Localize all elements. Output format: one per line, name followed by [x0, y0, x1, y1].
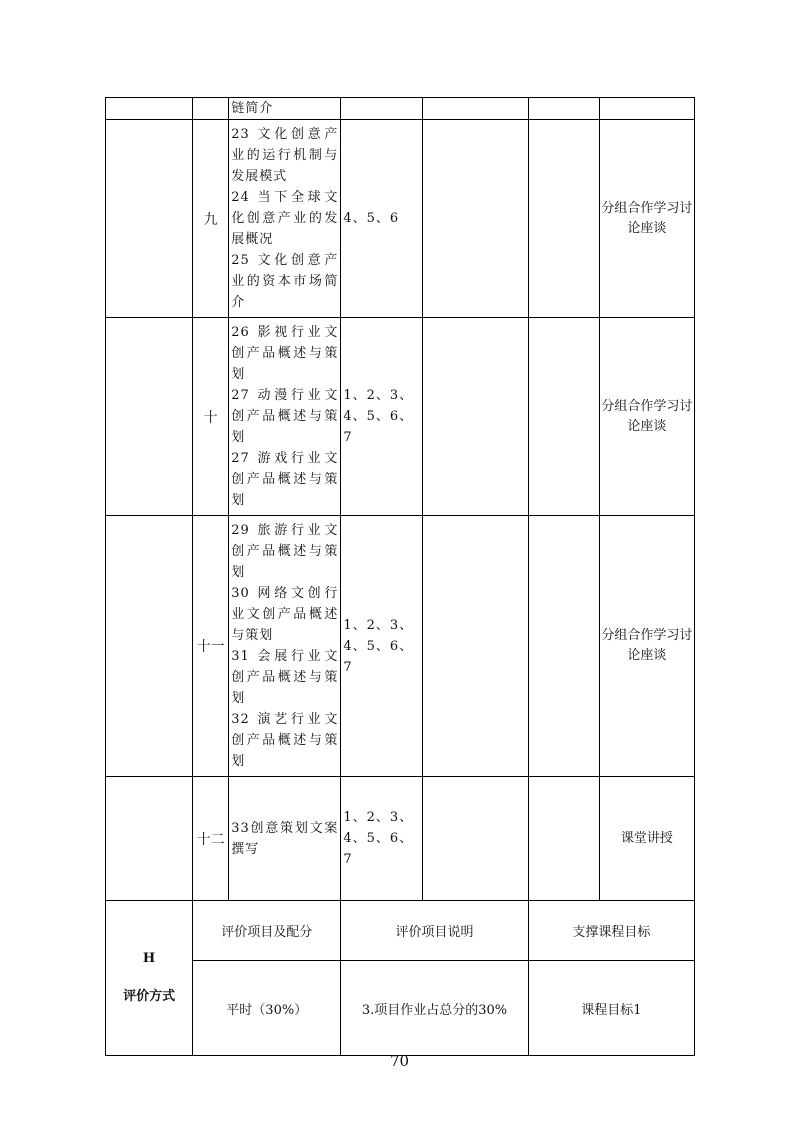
method-cell: 课堂讲授 [599, 777, 694, 901]
topic-cell [229, 318, 341, 516]
goals-cell: 1、2、3、4、5、6、7 [341, 777, 422, 901]
method-cell [599, 98, 694, 120]
goals-cell: 1、2、3、4、5、6、7 [341, 318, 422, 516]
topic-line: 23 文化创意产业的运行机制与发展模式 [231, 127, 339, 184]
evaluation-section-title: 评价方式 [123, 989, 176, 1004]
evaluation-header-row [106, 901, 695, 961]
topic-line: 25 文化创意产业的资本市场简介 [231, 253, 339, 310]
goals-cell: 4、5、6 [341, 120, 422, 318]
topic-line: 24 当下全球文化创意产业的发展概况 [231, 190, 339, 247]
topic-line: 30 网络文创行业文创产品概述与策划 [231, 586, 339, 643]
method-cell: 分组合作学习讨论座谈 [599, 120, 694, 318]
blank-cell [422, 98, 528, 120]
blank-cell [106, 98, 193, 120]
topic-line: 31 会展行业文创产品概述与策划 [231, 649, 339, 706]
week-cell [193, 98, 229, 120]
week-cell: 十 [193, 318, 229, 516]
evaluation-description: 3.项目作业占总分的30% [341, 961, 528, 1056]
table-row [106, 120, 695, 318]
blank-cell [106, 120, 193, 318]
blank-cell [106, 516, 193, 777]
table-row [106, 516, 695, 777]
blank-cell [528, 120, 599, 318]
topic-cell [229, 98, 341, 120]
week-cell: 九 [193, 120, 229, 318]
goals-cell [341, 98, 422, 120]
blank-cell [422, 318, 528, 516]
topic-cell [229, 777, 341, 901]
blank-cell [528, 318, 599, 516]
evaluation-header-description: 评价项目说明 [341, 901, 528, 961]
blank-cell [422, 777, 528, 901]
blank-cell [106, 777, 193, 901]
goals-cell: 1、2、3、4、5、6、7 [341, 516, 422, 777]
evaluation-item: 平时（30%） [193, 961, 341, 1056]
method-cell: 分组合作学习讨论座谈 [599, 516, 694, 777]
evaluation-section-label [106, 901, 193, 1056]
week-cell: 十一 [193, 516, 229, 777]
topic-line: 29 旅游行业文创产品概述与策划 [231, 523, 339, 580]
blank-cell [528, 777, 599, 901]
topic-line: 27 动漫行业文创产品概述与策划 [231, 388, 339, 445]
evaluation-data-row [106, 961, 695, 1056]
topic-cell [229, 120, 341, 318]
topic-cell [229, 516, 341, 777]
evaluation-section-letter: H [142, 951, 156, 966]
page-number: 70 [389, 1052, 410, 1070]
topic-line: 32 演艺行业文创产品概述与策划 [231, 712, 339, 769]
evaluation-target: 课程目标1 [528, 961, 694, 1056]
topic-line: 33创意策划文案撰写 [231, 820, 339, 857]
method-cell: 分组合作学习讨论座谈 [599, 318, 694, 516]
blank-cell [106, 318, 193, 516]
table-row [106, 318, 695, 516]
course-schedule-table [105, 97, 695, 1056]
week-cell: 十二 [193, 777, 229, 901]
topic-line: 26 影视行业文创产品概述与策划 [231, 325, 339, 382]
evaluation-header-target: 支撑课程目标 [528, 901, 694, 961]
blank-cell [528, 516, 599, 777]
evaluation-header-item: 评价项目及配分 [193, 901, 341, 961]
topic-line: 27 游戏行业文创产品概述与策划 [231, 451, 339, 508]
table-row [106, 98, 695, 120]
table-row [106, 777, 695, 901]
topic-line: 链简介 [231, 101, 274, 116]
blank-cell [422, 120, 528, 318]
blank-cell [528, 98, 599, 120]
blank-cell [422, 516, 528, 777]
